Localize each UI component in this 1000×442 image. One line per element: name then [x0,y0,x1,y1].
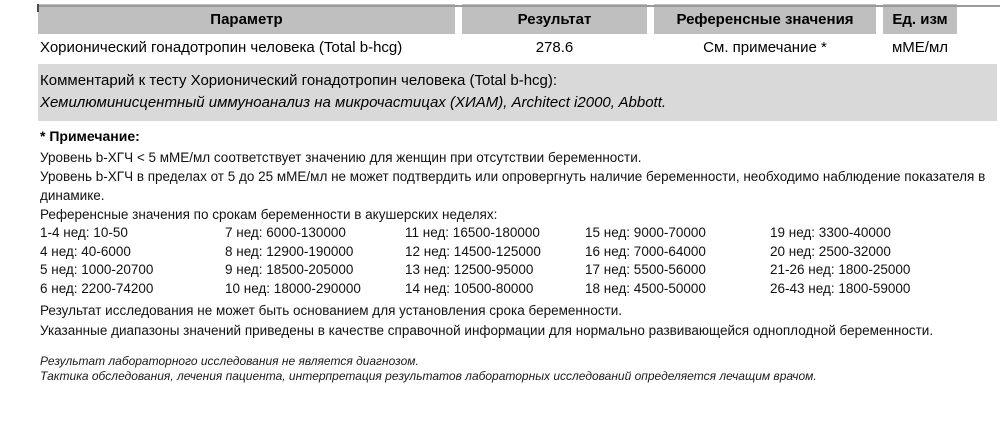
range-item: 14 нед: 10500-80000 [405,280,534,296]
note-line: Уровень b-ХГЧ в пределах от 5 до 25 мМЕ/мл не может подтвердить или опровергнуть наличие беременности, необходимо наблюдение показателя в динамике. [40,169,986,203]
range-item: 7 нед: 6000-130000 [225,225,346,240]
cropped-border-tick [37,4,39,12]
range-item: 21-26 нед: 1800-25000 [770,262,911,277]
range-item: 19 нед: 3300-40000 [770,225,891,240]
range-item: 20 нед: 2500-32000 [770,243,891,259]
ranges-column-5 [770,224,1000,298]
results-table [38,4,957,62]
header-cell-unit: Ед. изм [883,4,957,34]
range-item: 1-4 нед: 10-50 [40,225,128,240]
range-item: 9 нед: 18500-205000 [225,262,354,277]
lab-report-page [0,4,1000,442]
ranges-column-3 [405,224,585,298]
header-cell-reference: Референсные значения [654,4,876,34]
note-text [40,148,987,224]
ranges-column-4 [585,224,770,298]
note-line: Уровень b-ХГЧ < 5 мМЕ/мл соответствует значению для женщин при отсутствии беременности. [40,150,642,165]
footer-line: Тактика обследования, лечения пациента, интерпретация результатов лабораторных исследований определяется лечащим врачом. [40,369,817,383]
note-title: * Примечание: [40,128,140,144]
note-disclaimers [40,301,990,340]
range-item: 6 нед: 2200-74200 [40,280,154,296]
range-item: 12 нед: 14500-125000 [405,243,541,259]
comment-title: Комментарий к тесту Хорионический гонадотропин человека (Total b-hcg): [40,72,558,89]
header-cell-result: Результат [462,4,647,34]
range-item: 18 нед: 4500-50000 [585,280,706,296]
range-item: 16 нед: 7000-64000 [585,243,706,259]
parameter-name: Хорионический гонадотропин человека (Total b-hcg) [40,39,403,56]
range-item: 11 нед: 16500-180000 [405,225,540,240]
result-value: 278.6 [535,38,574,56]
range-item: 10 нед: 18000-290000 [225,280,361,296]
range-item: 8 нед: 12900-190000 [225,243,354,259]
result-row [38,34,957,62]
comment-method: Хемилюминисцентный иммуноанализ на микрочастицах (ХИАМ), Architect i2000, Abbott. [40,94,667,111]
range-item: 15 нед: 9000-70000 [585,225,706,240]
range-item: 4 нед: 40-6000 [40,243,131,259]
reference-value: См. примечание * [703,38,827,56]
footer-line: Результат лабораторного исследования не является диагнозом. [40,354,419,368]
range-item: 5 нед: 1000-20700 [40,262,154,277]
unit-value: мМЕ/мл [891,38,949,56]
cropped-row-divider [38,5,1000,7]
range-item: 17 нед: 5500-56000 [585,262,706,277]
range-item: 13 нед: 12500-95000 [405,262,534,277]
footer-disclaimers [40,354,1000,384]
results-table-header-row [38,4,957,34]
ranges-column-1 [40,224,225,298]
reference-ranges-table [40,224,1000,298]
note-line: Референсные значения по срокам беременности в акушерских неделях: [40,207,498,222]
header-cell-parameter: Параметр [38,4,455,34]
ranges-column-2 [225,224,405,298]
test-comment-block [38,64,997,121]
range-item: 26-43 нед: 1800-59000 [770,280,911,296]
disclaimer-line: Результат исследования не может быть основанием для установления срока беременности. [40,303,623,318]
disclaimer-line: Указанные диапазоны значений приведены в качестве справочной информации для нормально развивающейся одноплодной беременности. [40,322,934,338]
